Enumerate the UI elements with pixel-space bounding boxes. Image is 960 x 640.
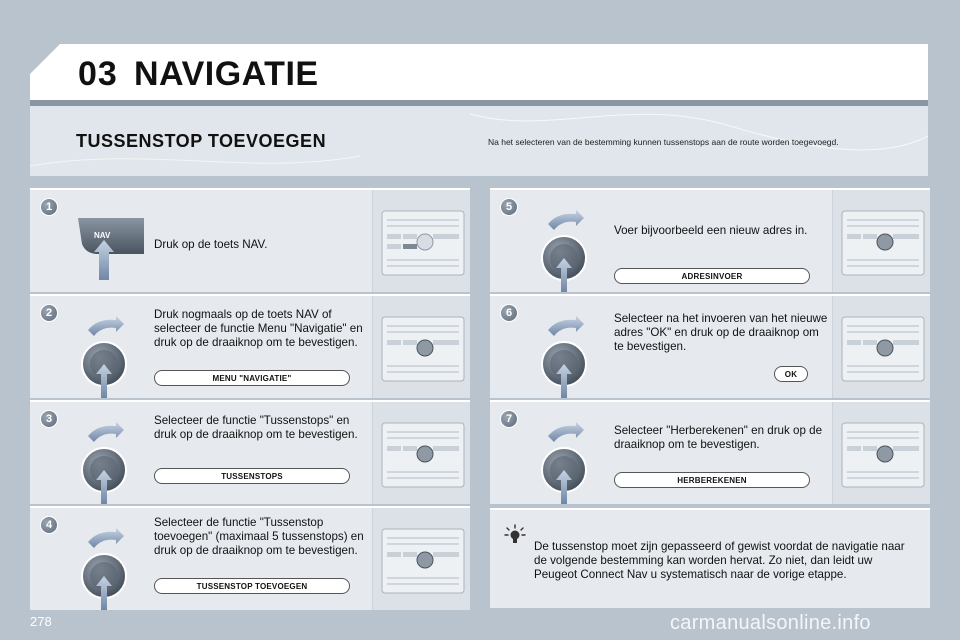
tussenstops-label: TUSSENSTOPS — [154, 468, 350, 484]
radio-face-icon — [841, 316, 925, 382]
step-panel-3 — [30, 400, 470, 504]
step-panel-1 — [30, 188, 470, 292]
step-instruction: Selecteer "Herberekenen" en druk op de draaiknop om te bevestigen. — [614, 424, 823, 451]
rotary-knob-icon — [536, 422, 596, 506]
step-instruction: Selecteer na het invoeren van het nieuwe adres "OK" en druk op de draaiknop om te bevestigen. — [614, 312, 828, 353]
step-number-badge: 7 — [500, 410, 518, 428]
radio-face-icon — [381, 316, 465, 382]
step-instruction: Selecteer de functie "Tussenstop toevoegen" (maximaal 5 tussenstops) en druk op de draaiknop om te bevestigen. — [154, 516, 364, 557]
header-corner-fold — [30, 44, 60, 74]
rotary-knob-icon — [76, 316, 136, 400]
section-title: TUSSENSTOP TOEVOEGEN — [76, 131, 327, 151]
nav-key-icon — [74, 212, 154, 282]
radio-face-icon — [841, 210, 925, 276]
step-instruction: Selecteer de functie "Tussenstops" en druk op de draaiknop om te bevestigen. — [154, 414, 358, 441]
radio-unit-illustration — [372, 508, 470, 610]
step-instruction: Druk nogmaals op de toets NAV of selecteer de functie Menu "Navigatie" en druk op de draaiknop om te bevestigen. — [154, 308, 363, 349]
lightbulb-icon — [504, 524, 526, 546]
note-panel — [490, 508, 930, 608]
herberekenen-label: HERBEREKENEN — [614, 472, 810, 488]
nav-key-label: NAV — [94, 231, 111, 240]
step-number-badge: 1 — [40, 198, 58, 216]
step-panel-6 — [490, 294, 930, 398]
step-panel-7 — [490, 400, 930, 504]
radio-unit-illustration — [372, 296, 470, 398]
radio-unit-illustration — [832, 402, 930, 504]
step-number-badge: 5 — [500, 198, 518, 216]
rotary-knob-icon — [76, 422, 136, 506]
step-panel-2 — [30, 294, 470, 398]
watermark: carmanualsonline.info — [670, 612, 871, 634]
step-panel-5 — [490, 188, 930, 292]
step-instruction: Voer bijvoorbeeld een nieuw adres in. — [614, 224, 808, 237]
radio-unit-illustration — [832, 190, 930, 292]
chapter-number: 03 — [78, 55, 118, 93]
rotary-knob-icon — [76, 528, 136, 612]
step-number-badge: 3 — [40, 410, 58, 428]
section-intro: Na het selecteren van de bestemming kunnen tussenstops aan de route worden toegevoegd. — [488, 137, 839, 147]
menu-navigatie-label: MENU "NAVIGATIE" — [154, 370, 350, 386]
chapter-title: NAVIGATIE — [134, 55, 319, 93]
ok-label: OK — [774, 366, 808, 382]
step-instruction: Druk op de toets NAV. — [154, 238, 268, 251]
note-text: De tussenstop moet zijn gepasseerd of gewist voordat de navigatie naar de volgende bestemming kan worden hervat. Zo niet, dan leidt uw Peugeot Connect Nav u systematisch naar de vorige etappe. — [534, 540, 905, 581]
radio-face-icon — [841, 422, 925, 488]
step-number-badge: 2 — [40, 304, 58, 322]
adresinvoer-label: ADRESINVOER — [614, 268, 810, 284]
radio-face-icon — [381, 422, 465, 488]
page-number: 278 — [30, 614, 52, 629]
rotary-knob-icon — [536, 210, 596, 294]
radio-unit-illustration — [372, 190, 470, 292]
rotary-knob-icon — [536, 316, 596, 400]
step-number-badge: 6 — [500, 304, 518, 322]
step-panel-4 — [30, 506, 470, 610]
tussenstop-toevoegen-label: TUSSENSTOP TOEVOEGEN — [154, 578, 350, 594]
radio-face-icon — [381, 528, 465, 594]
radio-face-icon — [381, 210, 465, 276]
radio-unit-illustration — [832, 296, 930, 398]
radio-unit-illustration — [372, 402, 470, 504]
step-number-badge: 4 — [40, 516, 58, 534]
